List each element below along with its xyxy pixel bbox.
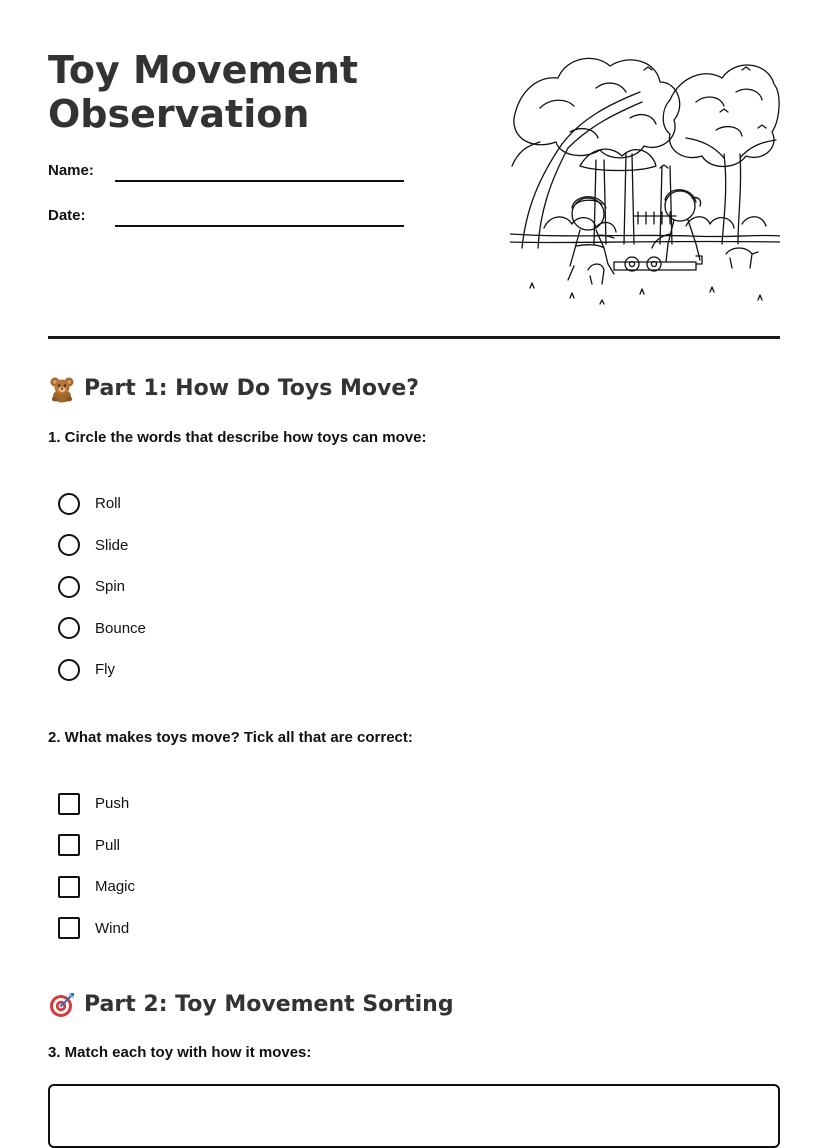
part1-heading-text: Part 1: How Do Toys Move?: [84, 376, 420, 401]
option-label: Slide: [95, 536, 129, 554]
option-slide[interactable]: [58, 525, 358, 567]
checkbox[interactable]: [58, 917, 80, 939]
question-3: 3. Match each toy with how it moves:: [48, 1044, 312, 1061]
option-pull[interactable]: [58, 825, 358, 867]
option-push[interactable]: [58, 783, 358, 825]
children-playing-illustration: [510, 48, 780, 312]
circle-option[interactable]: [58, 493, 80, 515]
target-dart-icon: [48, 991, 76, 1019]
teddy-bear-icon: [48, 375, 76, 403]
question-1-options: [58, 483, 358, 691]
checkbox[interactable]: [58, 834, 80, 856]
option-label: Spin: [95, 578, 126, 596]
option-label: Wind: [95, 919, 130, 937]
option-fly[interactable]: [58, 649, 358, 691]
option-wind[interactable]: [58, 908, 358, 950]
part1-heading: [48, 374, 419, 404]
worksheet-title: Toy Movement Observation: [48, 48, 359, 136]
circle-option[interactable]: [58, 534, 80, 556]
date-field[interactable]: [48, 203, 408, 233]
option-roll[interactable]: [58, 483, 358, 525]
question-2-options: [58, 783, 358, 949]
option-label: Pull: [95, 836, 121, 854]
header-divider: [48, 336, 780, 339]
circle-option[interactable]: [58, 576, 80, 598]
name-label: Name:: [48, 162, 94, 179]
circle-option[interactable]: [58, 617, 80, 639]
matching-table-box[interactable]: [48, 1084, 780, 1148]
worksheet-page: [48, 0, 780, 1118]
option-label: Bounce: [95, 619, 146, 637]
option-label: Push: [95, 795, 130, 813]
checkbox[interactable]: [58, 793, 80, 815]
option-spin[interactable]: [58, 566, 358, 608]
name-field[interactable]: [48, 158, 408, 188]
date-label: Date:: [48, 207, 86, 224]
name-write-line[interactable]: [115, 180, 404, 182]
part2-heading: [48, 990, 454, 1020]
option-label: Fly: [95, 661, 115, 679]
question-1: 1. Circle the words that describe how toys can move:: [48, 429, 427, 446]
question-2: 2. What makes toys move? Tick all that are correct:: [48, 729, 413, 746]
part2-heading-text: Part 2: Toy Movement Sorting: [84, 992, 454, 1017]
checkbox[interactable]: [58, 876, 80, 898]
circle-option[interactable]: [58, 659, 80, 681]
option-label: Magic: [95, 878, 136, 896]
option-label: Roll: [95, 495, 121, 513]
option-bounce[interactable]: [58, 608, 358, 650]
date-write-line[interactable]: [115, 225, 404, 227]
option-magic[interactable]: [58, 866, 358, 908]
